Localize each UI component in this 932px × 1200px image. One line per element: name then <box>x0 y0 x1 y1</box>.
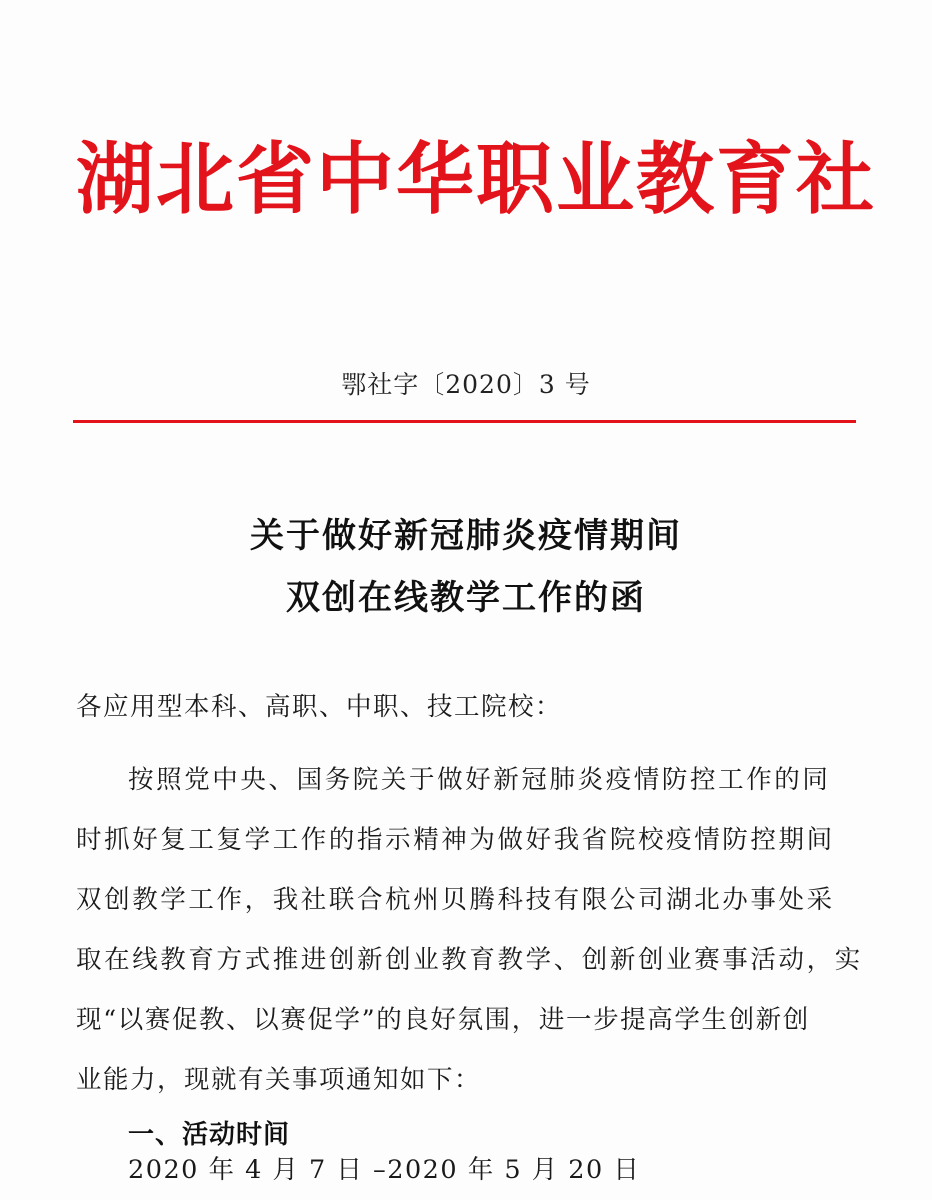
paragraph-line-5: 现“以赛促教、以赛促学”的良好氛围，进一步提高学生创新创 <box>76 1005 810 1035</box>
organization-letterhead: 湖北省中华职业教育社 <box>76 135 877 225</box>
salutation: 各应用型本科、高职、中职、技工院校： <box>76 692 563 722</box>
paragraph-line-2: 时抓好复工复学工作的指示精神为做好我省院校疫情防控期间 <box>76 825 835 855</box>
section-heading-activity-time: 一、活动时间 <box>128 1120 291 1150</box>
activity-date-range: 2020 年 4 月 7 日 –2020 年 5 月 20 日 <box>128 1155 641 1185</box>
paragraph-line-4: 取在线教育方式推进创新创业教育教学、创新创业赛事活动，实 <box>76 945 863 975</box>
letter-title-line-1: 关于做好新冠肺炎疫情期间 <box>250 516 682 556</box>
paragraph-line-1: 按照党中央、国务院关于做好新冠肺炎疫情防控工作的同 <box>128 765 831 795</box>
paragraph-line-6: 业能力，现就有关事项通知如下： <box>76 1065 482 1095</box>
document-number: 鄂社字〔2020〕3 号 <box>341 370 591 399</box>
letterhead-divider <box>73 420 856 423</box>
letter-title-line-2: 双创在线教学工作的函 <box>286 578 646 618</box>
paragraph-line-3: 双创教学工作，我社联合杭州贝腾科技有限公司湖北办事处采 <box>76 885 835 915</box>
